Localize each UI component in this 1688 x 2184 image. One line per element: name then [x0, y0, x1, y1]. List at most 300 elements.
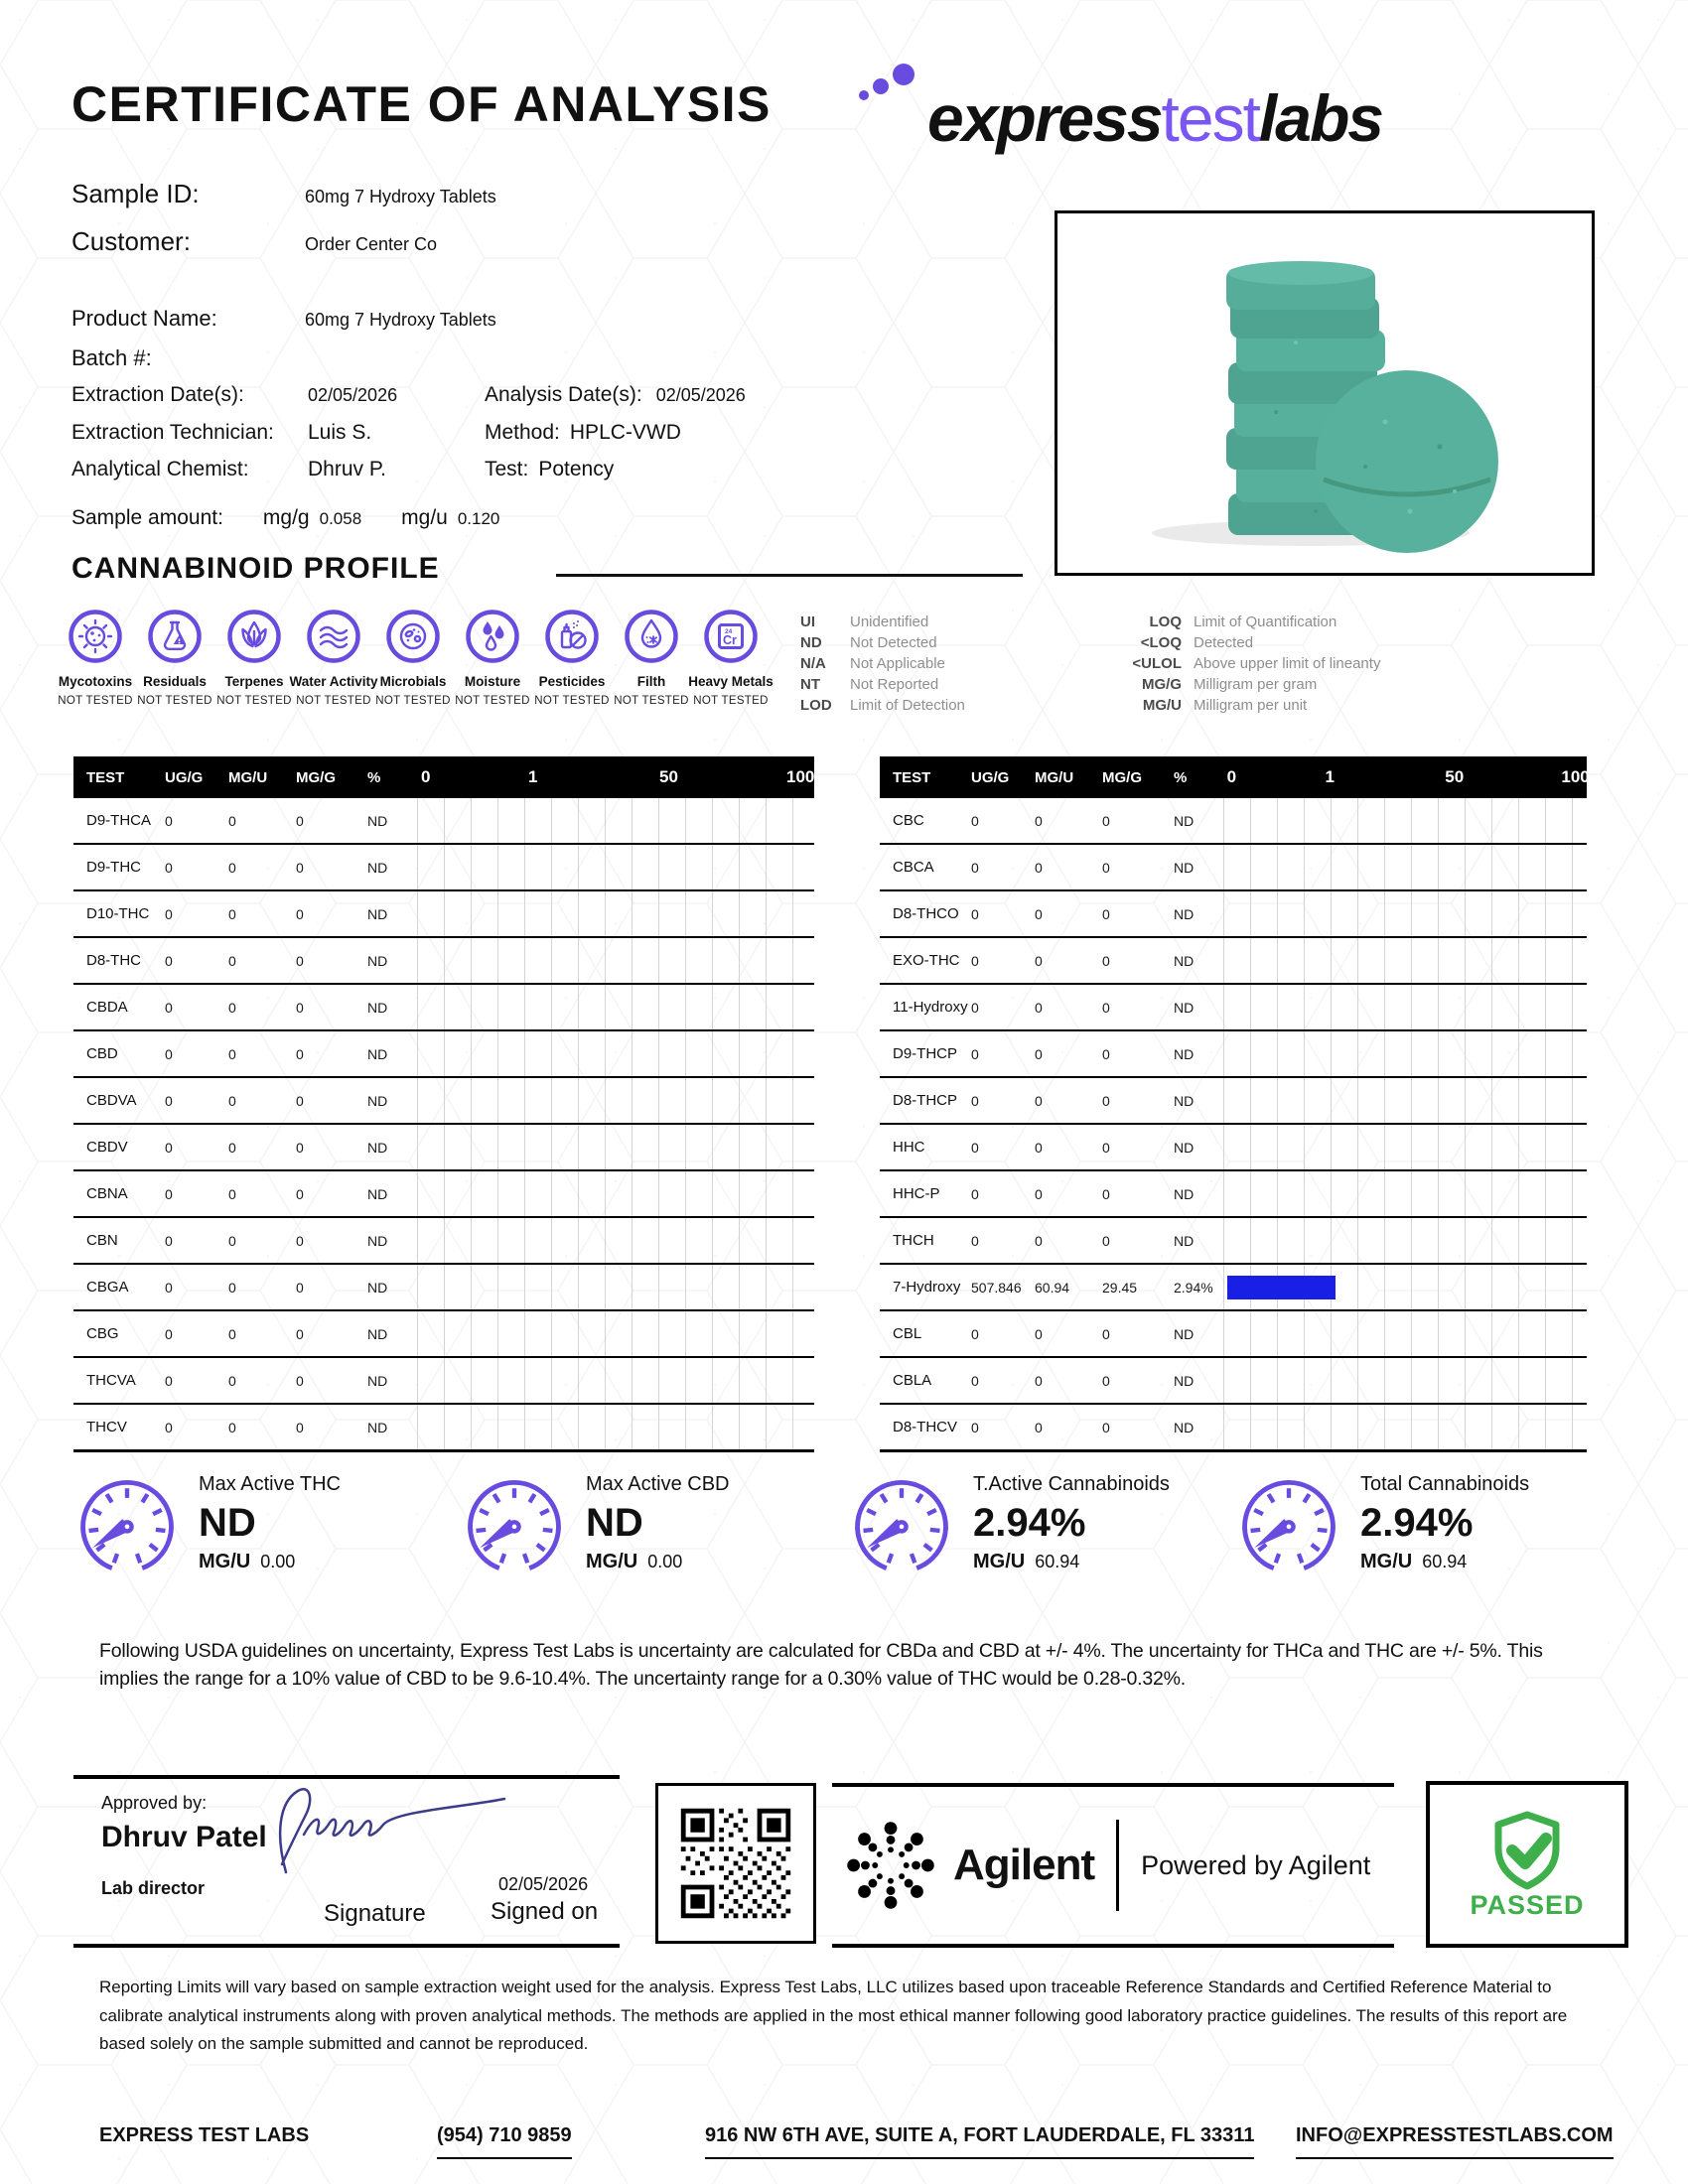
- row-chart-area: [1223, 1405, 1587, 1449]
- pct-value: ND: [1174, 812, 1195, 829]
- panel-name: Filth: [636, 674, 666, 689]
- gauge: [1231, 1465, 1618, 1580]
- ugg-value: 0: [165, 1279, 173, 1296]
- logo-labs: labs: [1258, 81, 1382, 155]
- pct-value: ND: [1174, 1232, 1195, 1249]
- ugg-value: 0: [165, 1372, 173, 1389]
- scale-header: [1223, 756, 1590, 798]
- scale-tick-1: 1: [1325, 767, 1335, 786]
- legend-item: [800, 634, 1116, 655]
- test-label: Test:: [485, 458, 529, 480]
- analyte-name: THCVA: [86, 1372, 136, 1389]
- gauge-unit-value: 0.00: [260, 1551, 296, 1571]
- table-row: [880, 1358, 1587, 1405]
- gauge-label: Max Active CBD: [586, 1472, 730, 1495]
- pct-value: ND: [1174, 905, 1195, 922]
- mgu-value: 0: [1035, 999, 1043, 1016]
- analyte-name: CBC: [893, 812, 924, 829]
- legend-abbr: LOD: [800, 697, 832, 714]
- table-row: [73, 1405, 814, 1452]
- mgg-value: 0: [296, 812, 304, 829]
- legend-column-1: [800, 614, 1116, 718]
- row-chart-area: [1223, 938, 1587, 983]
- panel-status: NOT TESTED: [58, 695, 133, 707]
- pct-value: ND: [367, 1185, 388, 1202]
- mgg-value: 0: [1102, 1045, 1110, 1062]
- analysis-dates-value: 02/05/2026: [655, 385, 746, 405]
- table-row: [880, 845, 1587, 891]
- table-row: [880, 891, 1587, 938]
- row-chart-area: [417, 1125, 814, 1169]
- gauge-unit-value: 60.94: [1422, 1551, 1468, 1571]
- gauge-unit-value: 60.94: [1035, 1551, 1080, 1571]
- table-row: [73, 891, 814, 938]
- analytical-chemist-value: Dhruv P.: [308, 458, 386, 480]
- customer-value: Order Center Co: [305, 234, 438, 254]
- scale-tick-50: 50: [659, 767, 678, 786]
- mgg-value: 0.058: [319, 509, 362, 528]
- gauge-unit: MG/U: [586, 1550, 638, 1572]
- row-chart-area: [417, 891, 814, 936]
- row-chart-area: [1223, 1358, 1587, 1403]
- pct-value: ND: [1174, 859, 1195, 876]
- mgg-value: 0: [1102, 1325, 1110, 1342]
- screening-panel-moisture: [453, 608, 532, 707]
- pct-value: 2.94%: [1174, 1279, 1213, 1296]
- analyte-name: HHC-P: [893, 1185, 940, 1202]
- legend-item: [800, 697, 1116, 718]
- sample-id-line: [71, 179, 496, 209]
- ugg-value: 0: [971, 1325, 979, 1342]
- mgu-value: 0: [228, 1185, 236, 1202]
- pct-value: ND: [367, 1279, 388, 1296]
- col-pct: %: [367, 768, 381, 786]
- ugg-value: 0: [971, 1232, 979, 1249]
- table-row: [880, 1125, 1587, 1171]
- moisture-droplets-icon: [464, 608, 521, 665]
- footer-phone: (954) 710 9859: [437, 2124, 572, 2159]
- analyte-name: CBDVA: [86, 1092, 137, 1109]
- pct-value: ND: [1174, 1139, 1195, 1156]
- batch-line: [71, 345, 305, 371]
- pct-value: ND: [367, 1372, 388, 1389]
- table-rows: [880, 798, 1587, 1452]
- pct-value: ND: [367, 1325, 388, 1342]
- ugg-value: 0: [971, 1185, 979, 1202]
- svg-text:24: 24: [725, 628, 733, 635]
- mgu-value: 0: [228, 1325, 236, 1342]
- pct-value: ND: [1174, 1325, 1195, 1342]
- legend-desc: Not Applicable: [850, 655, 945, 672]
- mgg-value: 0: [1102, 812, 1110, 829]
- table-row: [880, 1405, 1587, 1452]
- row-chart-area: [1223, 845, 1587, 889]
- mgu-value: 0: [1035, 1185, 1043, 1202]
- approved-by-label: Approved by:: [101, 1793, 208, 1813]
- legend-item: [1116, 634, 1380, 655]
- analyte-name: CBL: [893, 1325, 922, 1342]
- panel-name: Terpenes: [224, 674, 284, 689]
- ugg-value: 0: [971, 1092, 979, 1109]
- legend-item: [800, 614, 1116, 634]
- pct-value: ND: [367, 905, 388, 922]
- mgg-value: 0: [1102, 1139, 1110, 1156]
- scale-tick-1: 1: [528, 767, 538, 786]
- pct-value: ND: [367, 1139, 388, 1156]
- ugg-value: 0: [165, 1325, 173, 1342]
- col-test: TEST: [86, 768, 125, 786]
- brand-logo: [862, 52, 1597, 155]
- row-chart-area: [417, 1311, 814, 1356]
- table-row: [73, 1265, 814, 1311]
- row-chart-area: [1223, 1218, 1587, 1263]
- ugg-value: 0: [165, 812, 173, 829]
- pct-value: ND: [367, 812, 388, 829]
- sample-info: [71, 179, 1055, 556]
- mgu-value: 0: [228, 952, 236, 969]
- footer-company: EXPRESS TEST LABS: [99, 2124, 310, 2146]
- mgg-value: 0: [296, 905, 304, 922]
- ugg-value: 0: [971, 1139, 979, 1156]
- approver-name: Dhruv Patel: [101, 1821, 267, 1853]
- table-row: [880, 798, 1587, 845]
- extraction-technician-value: Luis S.: [308, 421, 372, 444]
- disclaimer-text: Reporting Limits will vary based on sample extraction weight used for the analysis. Express Test Labs, LLC utilizes based upon traceable Reference Standards and Certified Reference Material to calibrate analytical instruments along with proven analytical methods. The methods are applied in the most ethical manner following good laboratory practice guidelines. The results of this report are based solely on the sample submitted and cannot be reproduced.: [99, 1978, 1568, 2054]
- ugg-value: 0: [165, 1419, 173, 1435]
- mgu-value: 0: [228, 812, 236, 829]
- table-row: [73, 798, 814, 845]
- col-mgg: MG/G: [1102, 768, 1142, 786]
- gauge-label: Max Active THC: [199, 1472, 341, 1495]
- signature-image: [258, 1777, 526, 1891]
- gauge: [457, 1465, 844, 1580]
- mgu-value: 0: [228, 859, 236, 876]
- row-chart-area: [417, 1078, 814, 1123]
- pct-value: ND: [367, 859, 388, 876]
- scale-tick-0: 0: [1226, 767, 1237, 786]
- ugg-value: 507.846: [971, 1279, 1022, 1296]
- heavy-metals-cr-icon: [702, 608, 760, 665]
- logo-express: express: [927, 81, 1162, 155]
- mgg-value: 0: [296, 952, 304, 969]
- legend-abbr: MG/U: [1142, 697, 1182, 714]
- test-pair: [485, 458, 614, 481]
- table-row: [880, 985, 1587, 1031]
- residuals-flask-icon: [146, 608, 204, 665]
- gauge-text: [199, 1473, 341, 1573]
- signature-label: Signature: [324, 1900, 426, 1927]
- ugg-value: 0: [165, 859, 173, 876]
- pct-value: ND: [367, 952, 388, 969]
- gauge-unit-row: [973, 1551, 1170, 1573]
- legend-abbr: LOQ: [1149, 614, 1182, 630]
- analyte-name: THCH: [893, 1232, 934, 1249]
- gauge-icon: [844, 1465, 959, 1580]
- row-chart-area: [417, 938, 814, 983]
- mgu-value: 0: [228, 1139, 236, 1156]
- analyte-name: D10-THC: [86, 905, 150, 922]
- mgu-value: 60.94: [1035, 1279, 1070, 1296]
- gauge-unit: MG/U: [973, 1550, 1026, 1572]
- mgu-value: 0: [228, 1232, 236, 1249]
- col-mgu: MG/U: [1035, 768, 1074, 786]
- row-chart-area: [1223, 1311, 1587, 1356]
- table-row: [73, 1078, 814, 1125]
- table-row: [73, 1311, 814, 1358]
- analyte-name: EXO-THC: [893, 952, 960, 969]
- table-row: [73, 1125, 814, 1171]
- analyte-name: D9-THC: [86, 859, 141, 876]
- signed-date: 02/05/2026: [498, 1874, 589, 1894]
- footer-address: 916 NW 6TH AVE, SUITE A, FORT LAUDERDALE, FL 33311: [705, 2124, 1254, 2159]
- legend-abbr: <LOQ: [1140, 634, 1182, 651]
- pct-value: ND: [1174, 1045, 1195, 1062]
- row-chart-area: [417, 1171, 814, 1216]
- results-table-left: [73, 756, 814, 1452]
- ugg-value: 0: [165, 1232, 173, 1249]
- analyte-name: D8-THCP: [893, 1092, 958, 1109]
- table-row: [73, 1031, 814, 1078]
- row-chart-area: [1223, 891, 1587, 936]
- pct-value: ND: [1174, 999, 1195, 1016]
- legend-desc: Limit of Quantification: [1194, 614, 1337, 630]
- table-row: [73, 1171, 814, 1218]
- table-row: [73, 1358, 814, 1405]
- mgu-value: 0: [1035, 859, 1043, 876]
- ugg-value: 0: [971, 1372, 979, 1389]
- ugg-value: 0: [971, 952, 979, 969]
- gauge-text: [586, 1473, 729, 1573]
- table-row: [880, 1171, 1587, 1218]
- table-rows: [73, 798, 814, 1452]
- table-row: [880, 1031, 1587, 1078]
- analyte-name: D8-THCO: [893, 905, 959, 922]
- sample-amount-label: Sample amount:: [71, 506, 223, 529]
- mgg-value: 0: [1102, 1232, 1110, 1249]
- analyte-name: CBLA: [893, 1372, 932, 1389]
- panel-status: NOT TESTED: [455, 695, 530, 707]
- section-rule: [556, 574, 1023, 577]
- summary-gauges: [70, 1465, 1618, 1580]
- approval-block: [73, 1775, 620, 1948]
- analyte-name: CBDV: [86, 1139, 128, 1156]
- pct-value: ND: [1174, 952, 1195, 969]
- row-chart-area: [417, 1265, 814, 1309]
- panel-status: NOT TESTED: [614, 695, 689, 707]
- row-chart-area: [417, 985, 814, 1029]
- analyte-name: CBNA: [86, 1185, 128, 1202]
- col-mgg: MG/G: [296, 768, 336, 786]
- pct-value: ND: [367, 1419, 388, 1435]
- ugg-value: 0: [165, 1139, 173, 1156]
- table-row: [73, 938, 814, 985]
- ugg-value: 0: [165, 1185, 173, 1202]
- gauge-unit: MG/U: [199, 1550, 251, 1572]
- gauge-value: ND: [199, 1500, 256, 1545]
- analyte-name: D8-THC: [86, 952, 141, 969]
- legend-desc: Limit of Detection: [850, 697, 965, 714]
- row-chart-area: [1223, 1031, 1587, 1076]
- qr-code-image: [676, 1804, 795, 1923]
- analyte-name: D9-THCP: [893, 1045, 958, 1062]
- mgg-value: 0: [296, 1185, 304, 1202]
- sample-id-value: 60mg 7 Hydroxy Tablets: [305, 187, 496, 206]
- analyte-name: CBD: [86, 1045, 118, 1062]
- agilent-divider: [1116, 1820, 1119, 1911]
- gauge-icon: [70, 1465, 185, 1580]
- analyte-name: CBG: [86, 1325, 119, 1342]
- mgg-value: 0: [1102, 952, 1110, 969]
- panel-status: NOT TESTED: [693, 695, 769, 707]
- gauge-icon: [457, 1465, 572, 1580]
- screening-panel-residuals: [135, 608, 214, 707]
- gauge-value: 2.94%: [973, 1500, 1086, 1545]
- analyte-name: THCV: [86, 1419, 127, 1435]
- extraction-dates-value: 02/05/2026: [308, 385, 398, 405]
- analyte-name: CBN: [86, 1232, 118, 1249]
- col-test: TEST: [893, 768, 931, 786]
- legend-abbr: NT: [800, 676, 820, 693]
- extraction-technician-label: Extraction Technician:: [71, 421, 274, 444]
- pct-value: ND: [367, 1045, 388, 1062]
- mgu-value: 0: [1035, 905, 1043, 922]
- gauge-text: [1360, 1473, 1529, 1573]
- ugg-value: 0: [165, 999, 173, 1016]
- pct-value: ND: [1174, 1419, 1195, 1435]
- legend-item: [1116, 614, 1380, 634]
- filth-droplet-icon: [623, 608, 680, 665]
- legend-desc: Not Detected: [850, 634, 937, 651]
- logo-dots-icon: [854, 56, 927, 111]
- gauge-unit-row: [586, 1551, 729, 1573]
- legend-column-2: [1116, 614, 1380, 718]
- gauge-icon: [1231, 1465, 1346, 1580]
- pct-value: ND: [1174, 1372, 1195, 1389]
- scale-header: [417, 756, 814, 798]
- pct-value: ND: [367, 999, 388, 1016]
- footer-email: INFO@EXPRESSTESTLABS.COM: [1296, 2124, 1614, 2159]
- extraction-dates-label: Extraction Date(s):: [71, 383, 244, 406]
- test-value: Potency: [538, 458, 615, 480]
- results-table-right: [880, 756, 1590, 1452]
- screening-panel-microbials: [373, 608, 453, 707]
- mgu-value: 0: [1035, 1232, 1043, 1249]
- mgg-value: 0: [296, 1279, 304, 1296]
- gauge: [70, 1465, 457, 1580]
- mgu-value: 0: [228, 1279, 236, 1296]
- legend-item: [1116, 676, 1380, 697]
- ugg-value: 0: [971, 1419, 979, 1435]
- legend-desc: Above upper limit of lineanty: [1194, 655, 1381, 672]
- agilent-starburst-icon: [832, 1807, 949, 1924]
- col-ugg: UG/G: [165, 768, 204, 786]
- shield-check-icon: [1484, 1809, 1570, 1894]
- product-name-line: [71, 306, 496, 332]
- method-pair: [485, 421, 681, 445]
- mgu-value: 0: [228, 1419, 236, 1435]
- analyte-name: 11-Hydroxy: [893, 999, 968, 1016]
- legend-desc: Detected: [1194, 634, 1254, 651]
- mgg-value: 0: [296, 1139, 304, 1156]
- legend-abbr: N/A: [800, 655, 826, 672]
- mgg-value: 0: [1102, 999, 1110, 1016]
- ugg-value: 0: [971, 812, 979, 829]
- legend-item: [800, 676, 1116, 697]
- dates-line: [71, 383, 1055, 407]
- mgg-value: 0: [1102, 1185, 1110, 1202]
- mgu-value: 0: [1035, 1372, 1043, 1389]
- legend-abbr: UI: [800, 614, 815, 630]
- ugg-value: 0: [971, 859, 979, 876]
- panel-name: Microbials: [379, 674, 447, 689]
- mgg-value: 0: [296, 1372, 304, 1389]
- mgg-label: mg/g: [262, 506, 310, 529]
- product-name-value: 60mg 7 Hydroxy Tablets: [305, 310, 496, 330]
- uncertainty-note: Following USDA guidelines on uncertainty, Express Test Labs is uncertainty are calculated for CBDa and CBD at +/- 4%. The uncertainty for THCa and THC are +/- 5%. This implies the range for a 10% value of CBD to be 9.6-10.4%. The uncertainty range for a 0.30% value of THC would be 0.28-0.32%.: [99, 1640, 1543, 1690]
- batch-label: Batch #:: [71, 345, 152, 370]
- mgu-value: 0: [228, 1045, 236, 1062]
- screening-panels: [56, 608, 774, 707]
- agilent-block: [832, 1783, 1394, 1948]
- analysis-dates-label: Analysis Date(s):: [485, 383, 642, 406]
- table-row: [880, 1078, 1587, 1125]
- mgu-value: 0.120: [457, 509, 500, 528]
- row-chart-area: [417, 1218, 814, 1263]
- panel-status: NOT TESTED: [375, 695, 451, 707]
- ugg-value: 0: [165, 905, 173, 922]
- pesticides-spray-icon: [543, 608, 601, 665]
- analyte-name: HHC: [893, 1139, 925, 1156]
- col-ugg: UG/G: [971, 768, 1010, 786]
- product-image: [1055, 210, 1595, 576]
- legend-item: [800, 655, 1116, 676]
- terpenes-leaf-icon: [225, 608, 283, 665]
- panel-name: Water Activity: [289, 674, 378, 689]
- mgg-value: 0: [296, 1092, 304, 1109]
- pct-value: ND: [1174, 1092, 1195, 1109]
- pct-value: ND: [367, 1092, 388, 1109]
- sample-amount-line: [71, 506, 499, 530]
- analyte-name: CBGA: [86, 1279, 129, 1296]
- panel-status: NOT TESTED: [216, 695, 292, 707]
- panel-name: Heavy Metals: [688, 674, 774, 689]
- legend-item: [1116, 655, 1380, 676]
- mgg-value: 0: [296, 1045, 304, 1062]
- table-header: [880, 756, 1590, 798]
- passed-label: PASSED: [1470, 1889, 1585, 1920]
- mgg-value: 0: [296, 999, 304, 1016]
- tablets-image: [1057, 213, 1586, 567]
- method-value: HPLC-VWD: [569, 421, 681, 444]
- scale-tick-50: 50: [1445, 767, 1465, 786]
- table-row: [73, 1218, 814, 1265]
- qr-code: [655, 1783, 816, 1944]
- ugg-value: 0: [971, 1045, 979, 1062]
- product-name-label: Product Name:: [71, 306, 217, 331]
- pct-value: ND: [367, 1232, 388, 1249]
- mgu-value: 0: [1035, 1045, 1043, 1062]
- analyte-name: CBDA: [86, 999, 128, 1016]
- mgu-label: mg/u: [401, 506, 448, 529]
- panel-status: NOT TESTED: [534, 695, 610, 707]
- result-bar: [1227, 1276, 1336, 1299]
- row-chart-area: [1223, 1125, 1587, 1169]
- technician-line: [71, 421, 1055, 445]
- microbials-icon: [384, 608, 442, 665]
- panel-status: NOT TESTED: [137, 695, 212, 707]
- table-row: [73, 845, 814, 891]
- legend-abbr: MG/G: [1142, 676, 1182, 693]
